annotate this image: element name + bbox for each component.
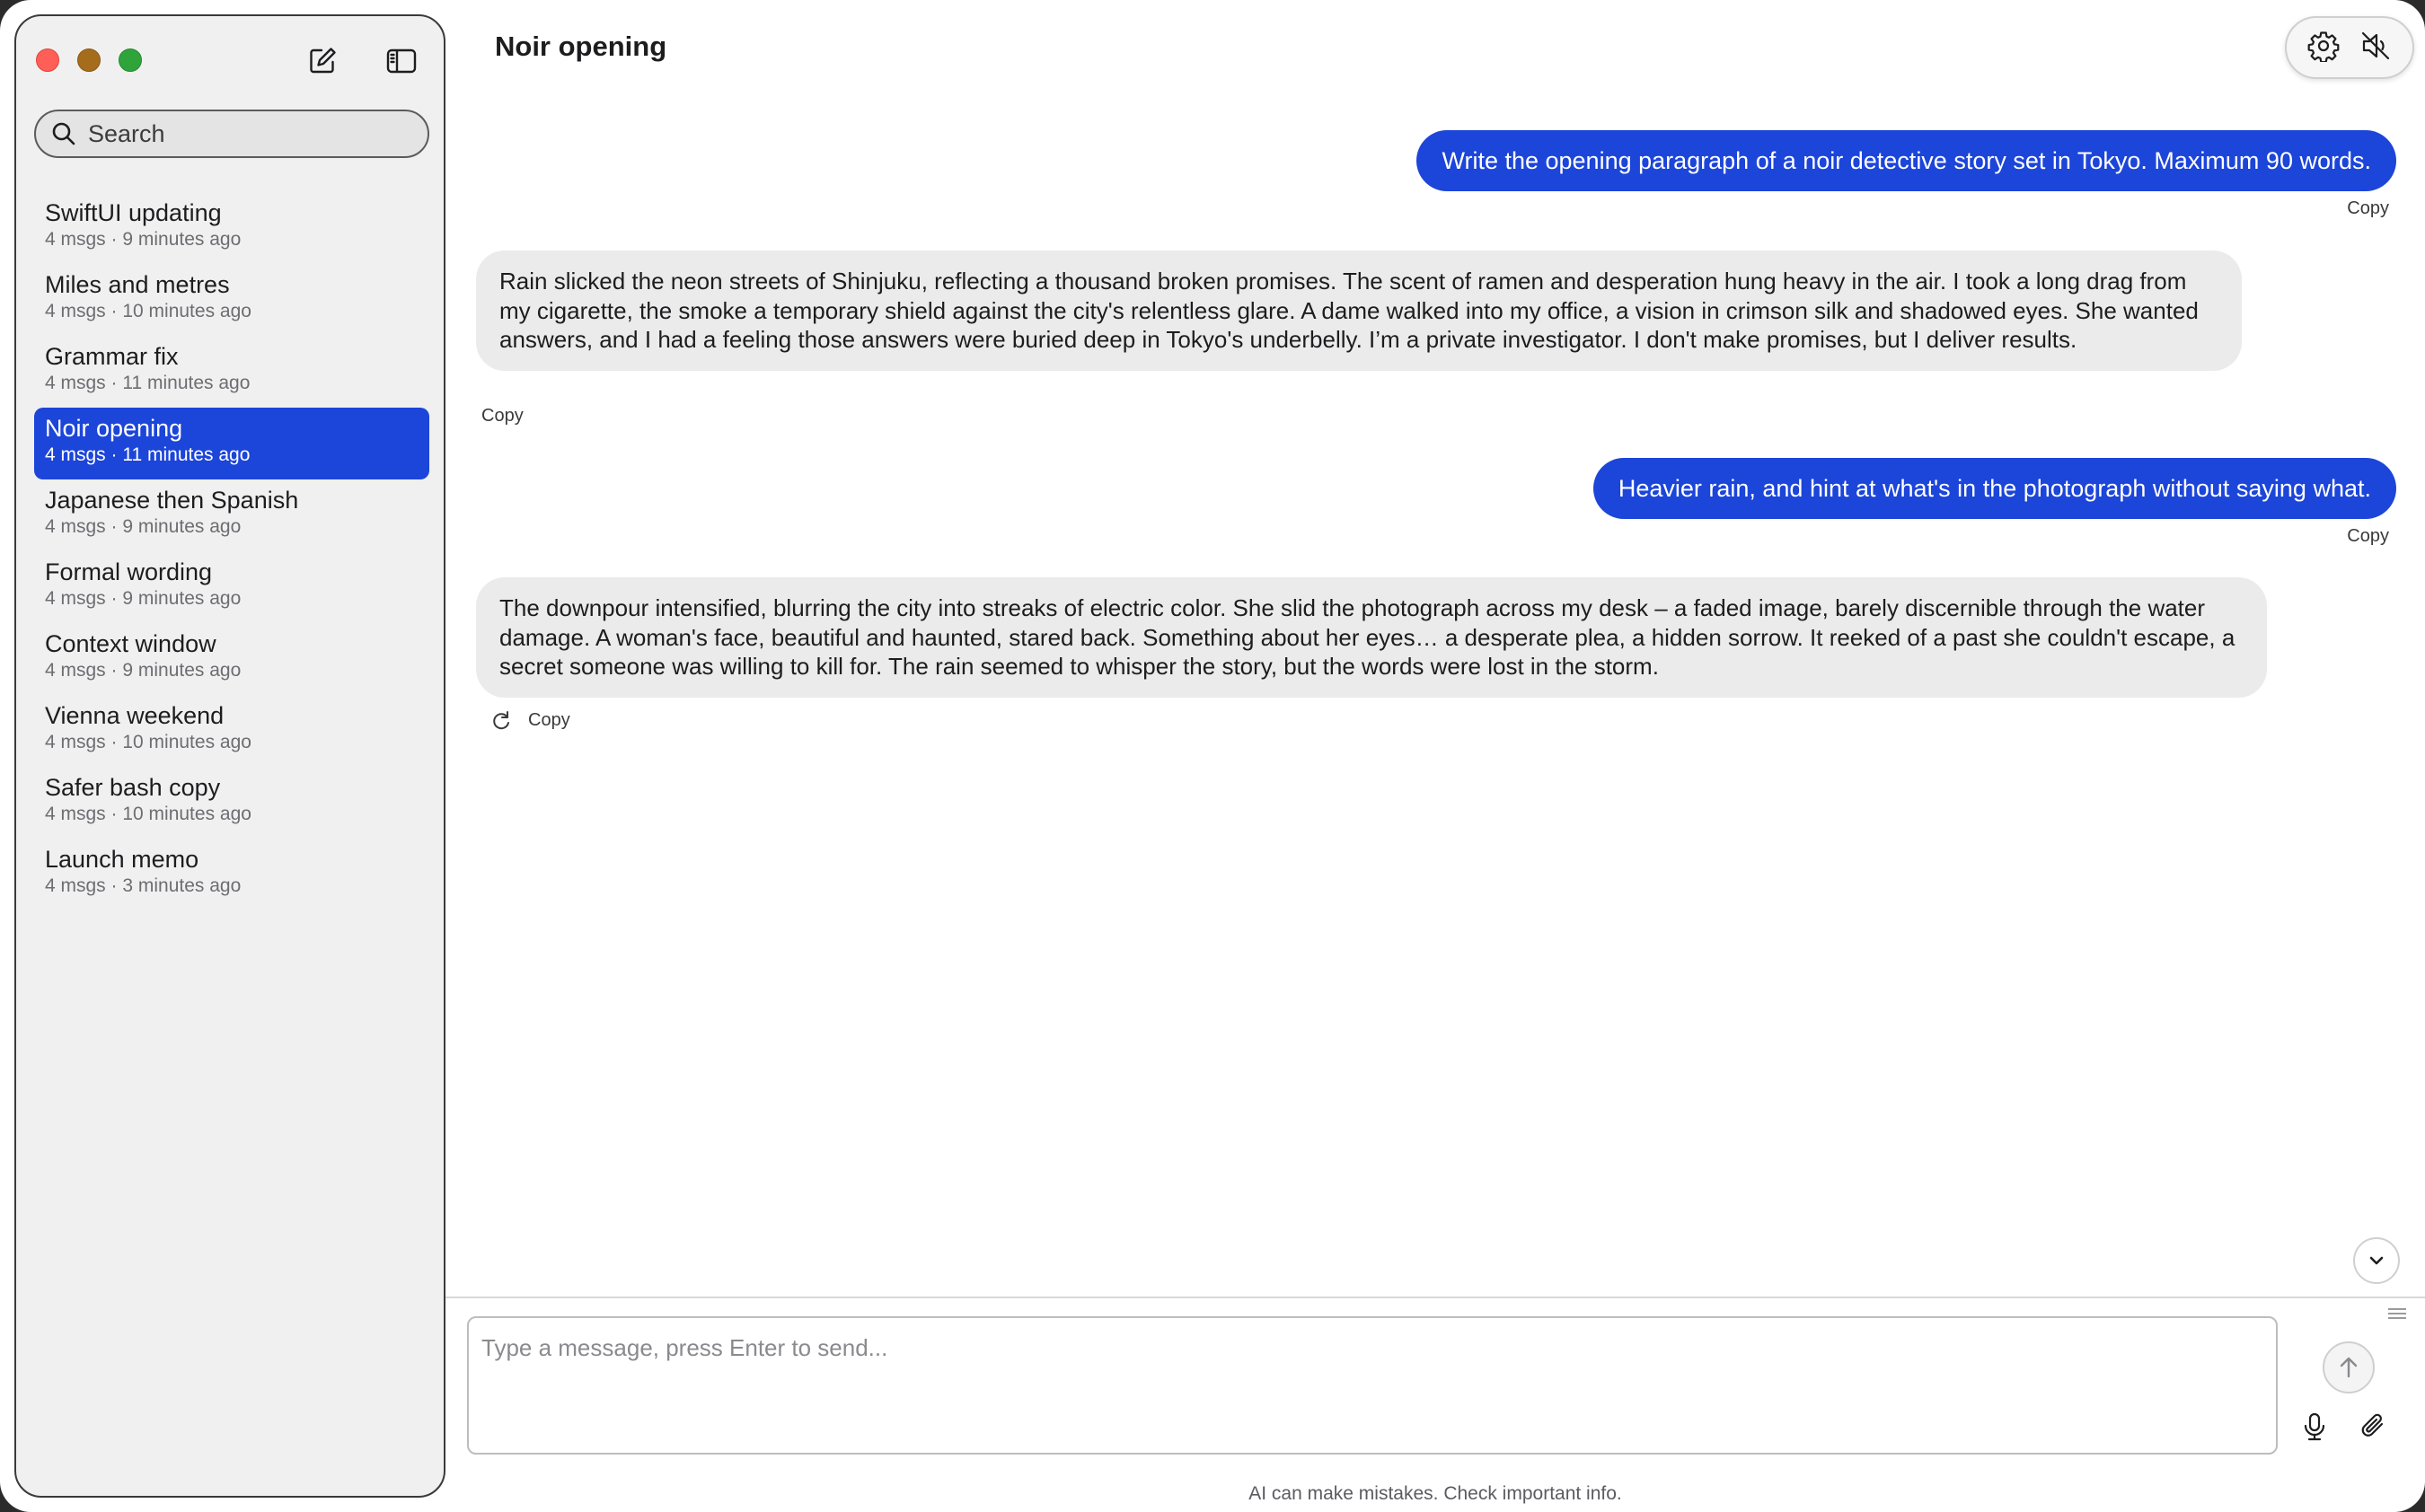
conversation-title: Context window: [45, 630, 216, 657]
conversation-item[interactable]: [34, 408, 429, 479]
sidebar-toggle-icon: [385, 45, 418, 77]
conversation-item[interactable]: [34, 336, 429, 408]
conversation-meta: 4 msgs · 10 minutes ago: [45, 732, 251, 752]
regenerate-button[interactable]: [489, 709, 513, 733]
conversation-title: Vienna weekend: [45, 702, 225, 729]
conversation-meta: 4 msgs · 10 minutes ago: [45, 301, 251, 321]
conversation-meta: 4 msgs · 9 minutes ago: [45, 588, 242, 609]
microphone-icon: [2299, 1411, 2330, 1442]
conversation-item[interactable]: [34, 264, 429, 336]
message-input[interactable]: [481, 1334, 2263, 1437]
scroll-to-bottom-button[interactable]: [2353, 1237, 2400, 1284]
conversation-item[interactable]: [34, 192, 429, 264]
conversation-list: [34, 192, 429, 910]
page-title: Noir opening: [495, 31, 667, 62]
conversation-title: Grammar fix: [45, 343, 179, 370]
assistant-message: Rain slicked the neon streets of Shinjuku, reflecting a thousand broken promises. The scent of ramen and desperation hung heavy in the air. I took a long drag from my cigarette, the smoke a temporary shield against the city's relentless glare. A dame walked into my office, a vision in crimson silk and shadowed eyes. She wanted answers, and I had a feeling those answers were buried deep in Tokyo's underbelly. I’m a private investigator. I don't make promises, but I deliver results.: [476, 251, 2242, 371]
conversation-meta: 4 msgs · 9 minutes ago: [45, 660, 242, 681]
speaker-muted-icon: [2359, 30, 2392, 62]
copy-button[interactable]: Copy: [2347, 198, 2389, 218]
search-field[interactable]: [34, 110, 429, 158]
conversation-meta: 4 msgs · 3 minutes ago: [45, 875, 242, 896]
grip-lines-icon: [2387, 1305, 2407, 1322]
user-message: Write the opening paragraph of a noir detective story set in Tokyo. Maximum 90 words.: [1416, 130, 2396, 191]
chevron-down-icon: [2365, 1249, 2388, 1272]
mute-button[interactable]: [2359, 30, 2392, 66]
toggle-sidebar-button[interactable]: [384, 45, 419, 77]
conversation-title: SwiftUI updating: [45, 199, 222, 226]
conversation-meta: 4 msgs · 11 minutes ago: [45, 444, 251, 465]
attach-button[interactable]: [2357, 1410, 2389, 1442]
search-icon: [50, 120, 77, 147]
conversation-item[interactable]: [34, 623, 429, 695]
conversation-title: Launch memo: [45, 846, 199, 873]
copy-button[interactable]: Copy: [481, 406, 524, 426]
disclaimer-text: AI can make mistakes. Check important info.: [1248, 1483, 1622, 1504]
sidebar: [14, 14, 445, 1498]
zoom-window-button[interactable]: [119, 48, 142, 72]
chat-pane: [445, 0, 2425, 1512]
conversation-item[interactable]: [34, 839, 429, 910]
conversation-meta: 4 msgs · 9 minutes ago: [45, 229, 242, 250]
message-composer: [467, 1316, 2278, 1455]
conversation-item[interactable]: [34, 767, 429, 839]
composer-divider: [445, 1297, 2425, 1298]
conversation-meta: 4 msgs · 11 minutes ago: [45, 373, 251, 393]
new-chat-button[interactable]: [305, 45, 340, 77]
conversation-item[interactable]: [34, 695, 429, 767]
gear-icon: [2307, 30, 2340, 62]
regenerate-icon: [489, 709, 513, 733]
conversation-meta: 4 msgs · 10 minutes ago: [45, 804, 251, 824]
copy-button[interactable]: Copy: [2347, 526, 2389, 546]
conversation-item[interactable]: [34, 479, 429, 551]
paperclip-icon: [2357, 1410, 2389, 1442]
conversation-title: Japanese then Spanish: [45, 487, 299, 514]
send-button[interactable]: [2323, 1341, 2375, 1393]
user-message: Heavier rain, and hint at what's in the photograph without saying what.: [1593, 458, 2396, 519]
conversation-title: Miles and metres: [45, 271, 230, 298]
arrow-up-icon: [2335, 1354, 2362, 1381]
microphone-button[interactable]: [2299, 1411, 2330, 1442]
minimize-window-button[interactable]: [77, 48, 101, 72]
resize-grip[interactable]: [2387, 1305, 2407, 1322]
close-window-button[interactable]: [36, 48, 59, 72]
conversation-item[interactable]: [34, 551, 429, 623]
conversation-title: Safer bash copy: [45, 774, 221, 801]
assistant-message: The downpour intensified, blurring the city into streaks of electric color. She slid the photograph across my desk – a faded image, barely discernible through the water damage. A woman's face, beautiful and haunted, stared back. Something about her eyes… a desperate plea, a hidden sorrow. It reeked of a past she couldn't escape, a secret someone was willing to kill for. The rain seemed to whisper the story, but the words were lost in the storm.: [476, 577, 2267, 698]
settings-button[interactable]: [2307, 30, 2340, 66]
conversation-title: Noir opening: [45, 415, 183, 442]
copy-button[interactable]: Copy: [528, 710, 570, 730]
conversation-title: Formal wording: [45, 558, 213, 585]
conversation-meta: 4 msgs · 9 minutes ago: [45, 516, 242, 537]
compose-icon: [306, 45, 339, 77]
chat-controls: [2285, 16, 2414, 79]
search-placeholder: Search: [88, 119, 165, 147]
